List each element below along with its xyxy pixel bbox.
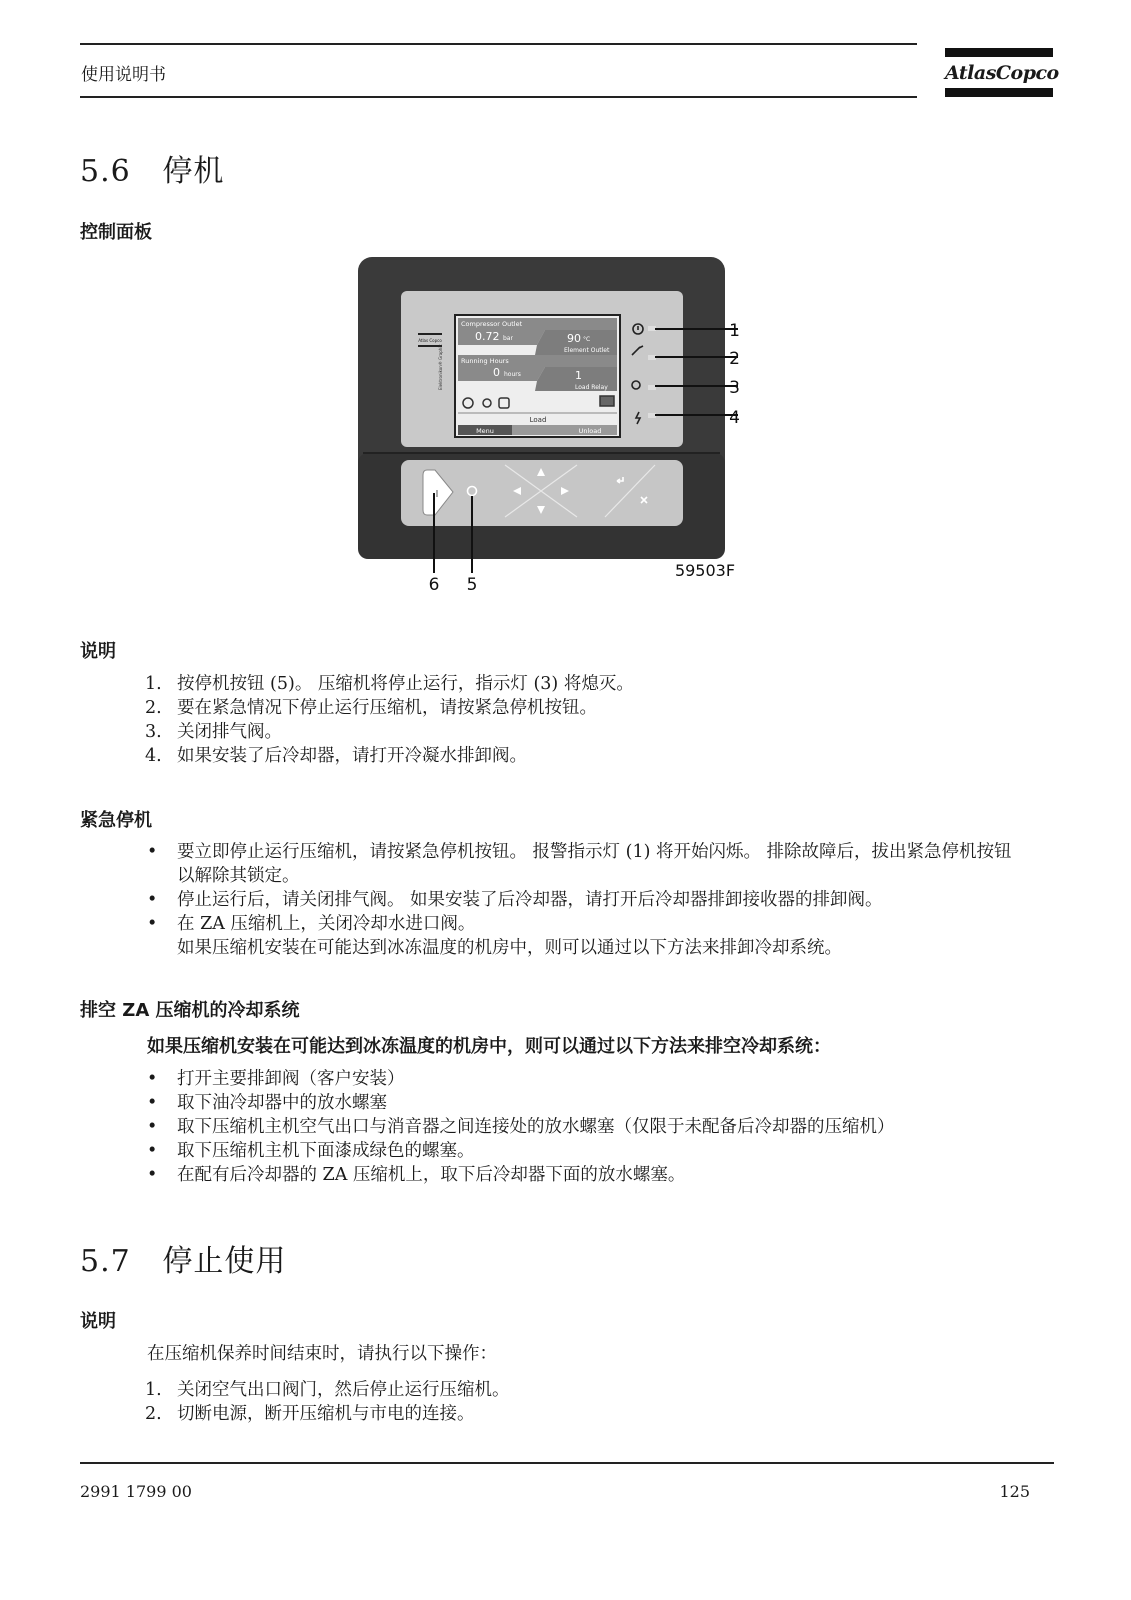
- screen-row1-value: 0.72: [475, 330, 500, 343]
- list-item: • 取下油冷却器中的放水螺塞: [147, 1093, 387, 1113]
- screen-row2-right-value: 1: [575, 369, 582, 382]
- callout-3: 3: [729, 378, 740, 398]
- header-rule-top: [80, 43, 917, 45]
- list-item: • 取下压缩机主机下面漆成绿色的螺塞。: [147, 1141, 475, 1161]
- footer-rule: [80, 1462, 1054, 1464]
- screen-row2-label: Running Hours: [461, 357, 509, 365]
- logo-bar-top: [945, 48, 1053, 57]
- svg-text:Atlas Copco: Atlas Copco: [418, 338, 442, 343]
- emergency-list: [145, 840, 1025, 960]
- emergency-heading: 紧急停机: [80, 810, 152, 831]
- panel-heading: 控制面板: [80, 222, 152, 243]
- doc-number: 2991 1799 00: [80, 1482, 192, 1501]
- header-rule-bottom: [80, 96, 917, 98]
- softkey-left-label: Menu: [476, 427, 494, 435]
- screen-row2-value: 0: [493, 366, 500, 379]
- desc-heading: 说明: [80, 641, 116, 662]
- screen-status-text: Load: [529, 416, 547, 424]
- drain-heading: 排空 ZA 压缩机的冷却系统: [80, 1000, 300, 1021]
- screen-row1-right-unit: °C: [583, 336, 591, 343]
- list-item: 1. 关闭空气出口阀门，然后停止运行压缩机。: [145, 1380, 510, 1400]
- section-title-5-7: 5.7 停止使用: [80, 1244, 287, 1279]
- figure-code: 59503F: [674, 561, 736, 580]
- list-item: • 在 ZA 压缩机上，关闭冷却水进口阀。 如果压缩机安装在可能达到冰冻温度的机房中，则可以通过以下方法来排卸冷却系统。: [147, 914, 842, 958]
- list-item: 4. 如果安装了后冷却器，请打开冷凝水排卸阀。: [145, 746, 527, 766]
- decommission-intro: 在压缩机保养时间结束时，请执行以下操作：: [147, 1344, 497, 1364]
- callout-5: 5: [466, 575, 478, 595]
- header-title: 使用说明书: [81, 65, 166, 85]
- callout-6: 6: [428, 575, 440, 595]
- screen-row1-label: Compressor Outlet: [461, 320, 523, 328]
- list-item: • 在配有后冷却器的 ZA 压缩机上，取下后冷却器下面的放水螺塞。: [147, 1165, 686, 1185]
- screen-row2-unit: hours: [504, 371, 521, 378]
- svg-text:I: I: [435, 489, 439, 500]
- desc-heading-5-7: 说明: [80, 1311, 116, 1332]
- softkey-right-label: Unload: [578, 427, 602, 435]
- screen-row2-right-label: Load Relay: [575, 384, 608, 391]
- stop-steps-list: [145, 672, 1045, 768]
- screen-row1-unit: bar: [503, 335, 513, 342]
- list-item: 2. 要在紧急情况下停止运行压缩机，请按紧急停机按钮。: [145, 698, 597, 718]
- list-item: • 停止运行后，请关闭排气阀。 如果安装了后冷却器，请打开后冷却器排卸接收器的排卸阀。: [147, 890, 883, 910]
- callout-1: 1: [729, 321, 740, 341]
- decommission-list: [145, 1378, 1045, 1426]
- callout-4: 4: [729, 408, 740, 428]
- list-item: 1. 按停机按钮 (5)。 压缩机将停止运行，指示灯 (3) 将熄灭。: [145, 674, 634, 694]
- drain-intro: 如果压缩机安装在可能达到冰冻温度的机房中，则可以通过以下方法来排空冷却系统：: [147, 1036, 831, 1057]
- atlas-copco-logo: AtlasCopco: [945, 62, 1059, 84]
- list-item: • 取下压缩机主机空气出口与消音器之间连接处的放水螺塞（仅限于未配备后冷却器的压缩机）: [147, 1117, 895, 1137]
- side-text: Elektronikon® Graphic: [438, 344, 443, 390]
- screen-row1-right-label: Element Outlet: [564, 347, 610, 354]
- callout-2: 2: [729, 349, 740, 369]
- screen-row1-right-value: 90: [567, 332, 581, 345]
- list-item: 3. 关闭排气阀。: [145, 722, 282, 742]
- page-number: 125: [999, 1482, 1030, 1501]
- section-title-5-6: 5.6 停机: [80, 154, 225, 189]
- logo-bar-bottom: [945, 88, 1053, 97]
- list-item: 2. 切断电源，断开压缩机与市电的连接。: [145, 1404, 475, 1424]
- drain-list: [145, 1067, 1045, 1187]
- control-panel-figure: [355, 255, 740, 600]
- list-item: • 打开主要排卸阀（客户安装）: [147, 1069, 405, 1089]
- emergency-note: 如果压缩机安装在可能达到冰冻温度的机房中，则可以通过以下方法来排卸冷却系统。: [177, 938, 842, 958]
- list-item: • 要立即停止运行压缩机，请按紧急停机按钮。 报警指示灯 (1) 将开始闪烁。 排除故障后，拔出紧急停机按钮以解除其锁定。: [147, 842, 1012, 886]
